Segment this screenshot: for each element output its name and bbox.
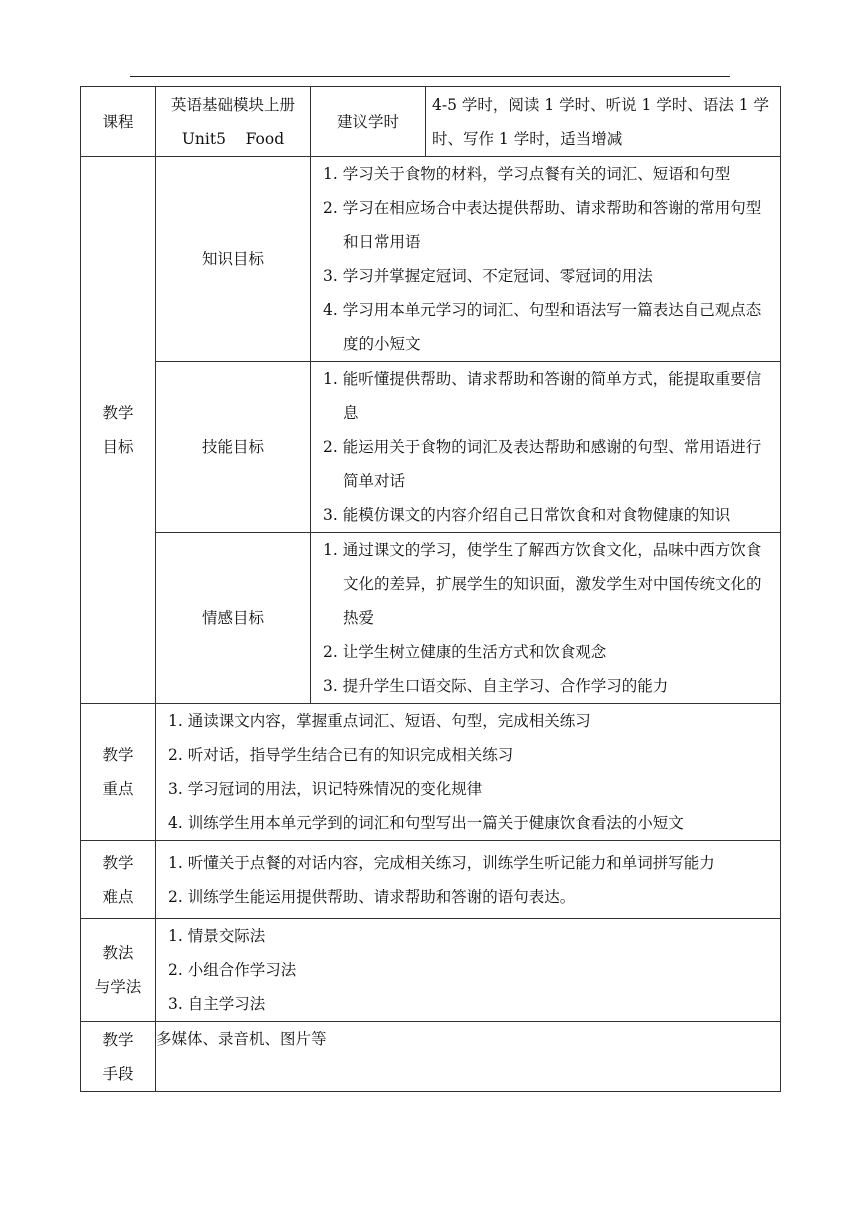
knowledge-label: 知识目标	[201, 250, 264, 268]
list-item: 1. 学习关于食物的材料，学习点餐有关的词汇、短语和句型	[323, 165, 731, 183]
skills-label-cell	[156, 362, 311, 533]
emotion-list	[311, 533, 780, 703]
course-title-line1: 英语基础模块上册	[170, 95, 295, 114]
knowledge-label-cell	[156, 157, 311, 362]
key-points-row	[81, 704, 781, 841]
difficulties-label-cell	[81, 841, 156, 919]
skills-items-cell	[311, 362, 781, 533]
means-text: 多媒体、录音机、图片等	[156, 1030, 327, 1048]
methods-label-line1: 教法	[102, 944, 134, 962]
objectives-label-line2: 目标	[102, 438, 134, 456]
emotion-row	[81, 533, 781, 704]
key-points-label-cell	[81, 704, 156, 841]
course-title-cell	[156, 87, 311, 157]
difficulties-label-line1: 教学	[102, 853, 134, 872]
key-points-list	[156, 704, 780, 840]
list-item: 1. 通过课文的学习，使学生了解西方饮食文化，品味中西方饮食文化的差异，扩展学生的知识面，激发学生对中国传统文化的热爱	[323, 541, 762, 627]
list-item: 1. 情景交际法	[168, 927, 266, 945]
list-item: 2. 训练学生能运用提供帮助、请求帮助和答谢的语句表达。	[168, 887, 576, 906]
course-row	[81, 87, 781, 157]
key-points-items-cell	[156, 704, 781, 841]
emotion-label: 情感目标	[201, 609, 264, 627]
skills-row	[81, 362, 781, 533]
methods-label-cell	[81, 919, 156, 1022]
objectives-label-line1: 教学	[102, 404, 134, 422]
means-label-line2: 手段	[102, 1064, 134, 1083]
knowledge-row	[81, 157, 781, 362]
course-label-cell	[81, 87, 156, 157]
difficulties-row	[81, 841, 781, 919]
course-label: 课程	[102, 112, 134, 131]
list-item: 4. 学习用本单元学习的词汇、句型和语法写一篇表达自己观点态度的小短文	[323, 301, 762, 353]
list-item: 2. 小组合作学习法	[168, 961, 297, 979]
course-title-line2: Unit5 Food	[181, 129, 285, 148]
list-item: 1. 听懂关于点餐的对话内容，完成相关练习，训练学生听记能力和单词拼写能力	[168, 853, 715, 872]
list-item: 3. 能模仿课文的内容介绍自己日常饮食和对食物健康的知识	[323, 506, 731, 524]
emotion-label-cell	[156, 533, 311, 704]
difficulties-list	[156, 846, 780, 914]
methods-items-cell	[156, 919, 781, 1022]
list-item: 2. 让学生树立健康的生活方式和饮食观念	[323, 643, 607, 661]
hours-label: 建议学时	[336, 112, 399, 131]
list-item: 3. 自主学习法	[168, 995, 266, 1013]
hours-value-cell	[426, 87, 781, 157]
key-points-label-line1: 教学	[102, 746, 134, 764]
list-item: 3. 学习冠词的用法，识记特殊情况的变化规律	[168, 780, 483, 798]
knowledge-items-cell	[311, 157, 781, 362]
list-item: 2. 听对话，指导学生结合已有的知识完成相关练习	[168, 746, 514, 764]
methods-list	[156, 919, 780, 1021]
lesson-plan-table	[80, 86, 781, 1092]
key-points-label-line2: 重点	[102, 780, 134, 798]
emotion-items-cell	[311, 533, 781, 704]
skills-label: 技能目标	[201, 438, 264, 456]
means-label-line1: 教学	[102, 1030, 134, 1049]
objectives-label-cell	[81, 157, 156, 704]
list-item: 1. 通读课文内容，掌握重点词汇、短语、句型，完成相关练习	[168, 712, 591, 730]
knowledge-list	[311, 157, 780, 361]
list-item: 4. 训练学生用本单元学到的词汇和句型写出一篇关于健康饮食看法的小短文	[168, 814, 684, 832]
list-item: 2. 能运用关于食物的词汇及表达帮助和感谢的句型、常用语进行简单对话	[323, 438, 762, 490]
difficulties-items-cell	[156, 841, 781, 919]
header-rule	[130, 76, 730, 77]
hours-label-cell	[311, 87, 426, 157]
methods-row	[81, 919, 781, 1022]
methods-label-line2: 与学法	[94, 978, 142, 996]
difficulties-label-line2: 难点	[102, 887, 134, 906]
means-row	[81, 1022, 781, 1092]
means-label-cell	[81, 1022, 156, 1092]
list-item: 2. 学习在相应场合中表达提供帮助、请求帮助和答谢的常用句型和日常用语	[323, 199, 762, 251]
list-item: 3. 学习并掌握定冠词、不定冠词、零冠词的用法	[323, 267, 653, 285]
list-item: 1. 能听懂提供帮助、请求帮助和答谢的简单方式，能提取重要信息	[323, 370, 762, 422]
hours-value: 4-5 学时，阅读 1 学时、听说 1 学时、语法 1 学时、写作 1 学时，适当增减	[432, 95, 770, 148]
skills-list	[311, 362, 780, 532]
list-item: 3. 提升学生口语交际、自主学习、合作学习的能力	[323, 677, 669, 695]
means-text-cell	[156, 1022, 781, 1092]
